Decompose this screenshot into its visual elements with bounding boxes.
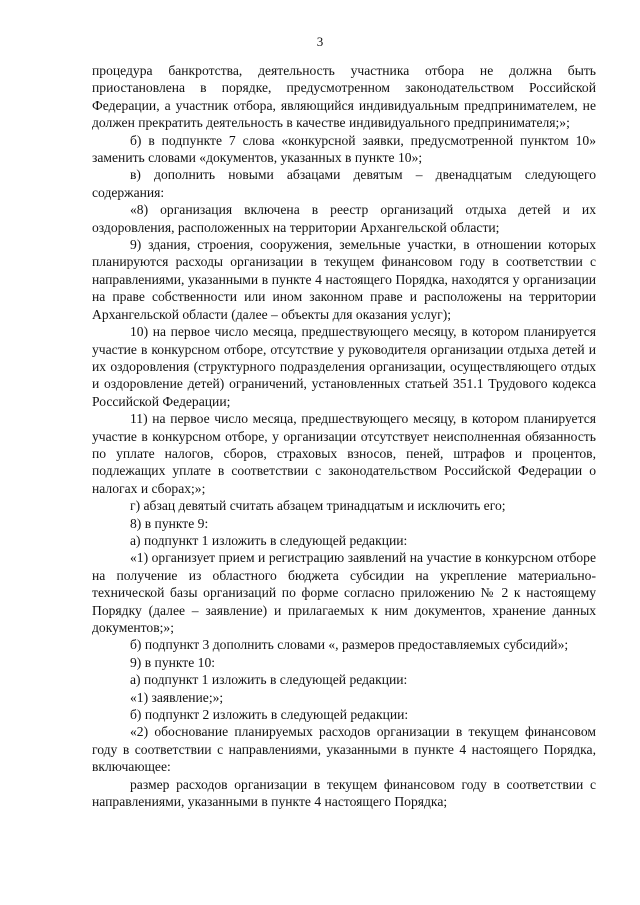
paragraph: б) подпункт 3 дополнить словами «, размеров предоставляемых субсидий»;: [130, 637, 569, 653]
paragraph: «2) обоснование планируемых расходов организации в текущем финансовом году в соответствии с направлениями, указанными в пункте 4 настоящего Порядка, включающее:: [92, 724, 596, 775]
paragraph: 11) на первое число месяца, предшествующего месяцу, в котором планируется участие в конкурсном отборе, у организации отсутствует неисполненная обязанность по уплате налогов, сборов, страховых взносов, пеней, штрафов и процентов, подлежащих уплате в соответствии с законодательством Российской Федерации о налогах и сборах;»;: [92, 411, 596, 496]
paragraph: 9) в пункте 10:: [130, 654, 216, 670]
paragraph: процедура банкротства, деятельность участника отбора не должна быть приостановлена в порядке, предусмотренном законодательством Российской Федерации, а участник отбора, являющийся индивидуальным предпринимателем, не должен прекратить деятельность в качестве индивидуального предпринимателя;»;: [92, 63, 596, 131]
paragraph: а) подпункт 1 изложить в следующей редакции:: [130, 532, 408, 548]
paragraph: 8) в пункте 9:: [130, 515, 209, 531]
paragraph: а) подпункт 1 изложить в следующей редакции:: [130, 672, 408, 688]
page-number: 3: [316, 34, 324, 49]
paragraph: «1) заявление;»;: [130, 689, 224, 705]
document-body: [92, 62, 596, 810]
paragraph: размер расходов организации в текущем финансовом году в соответствии с направлениями, указанными в пункте 4 настоящего Порядка;: [92, 776, 596, 810]
paragraph: 10) на первое число месяца, предшествующего месяцу, в котором планируется участие в конкурсном отборе, отсутствие у руководителя организации отдыха детей и их оздоровления (структурного подразделения организации, осуществляющего отдых и оздоровление детей) ограничений, установленных статьей 351.1 Трудового кодекса Российской Федерации;: [92, 324, 596, 409]
paragraph: б) подпункт 2 изложить в следующей редакции:: [130, 707, 409, 723]
paragraph: «1) организует прием и регистрацию заявлений на участие в конкурсном отборе на получение из областного бюджета субсидии на укрепление материально-технической базы организаций по форме согласно приложению № 2 к настоящему Порядку (далее – заявление) и прилагаемых к ним документов, хранение данных документов;»;: [92, 550, 596, 635]
paragraph: б) в подпункте 7 слова «конкурсной заявки, предусмотренной пунктом 10» заменить словами «документов, указанных в пункте 10»;: [92, 132, 596, 166]
paragraph: г) абзац девятый считать абзацем тринадцатым и исключить его;: [130, 498, 506, 514]
paragraph: 9) здания, строения, сооружения, земельные участки, в отношении которых планируются расходы организации в текущем финансовом году в соответствии с направлениями, указанными в пункте 4 настоящего Порядка, находятся у организации на праве собственности или ином законном праве и расположены на территории Архангельской области (далее – объекты для оказания услуг);: [92, 237, 596, 322]
paragraph: «8) организация включена в реестр организаций отдыха детей и их оздоровления, расположенных на территории Архангельской области;: [92, 202, 596, 235]
paragraph: в) дополнить новыми абзацами девятым – двенадцатым следующего содержания:: [92, 167, 596, 200]
